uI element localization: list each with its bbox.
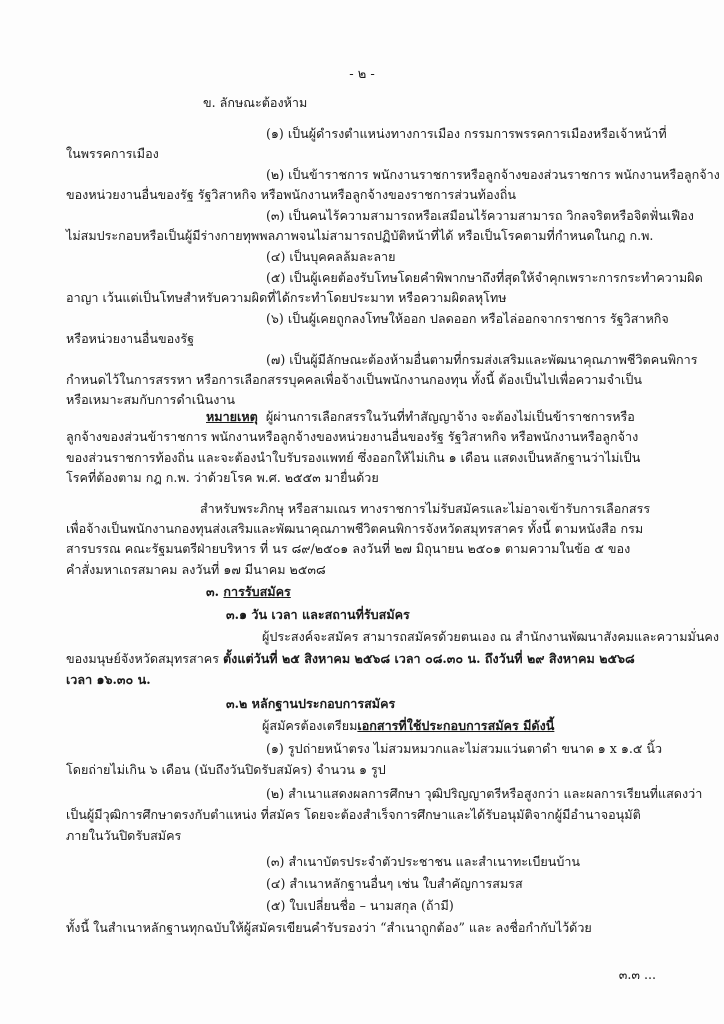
- note-cont: ลูกจ้างของส่วนข้าราชการ พนักงานหรือลูกจ้างของหน่วยงานอื่นของรัฐ รัฐวิสาหกิจ หรือพนักงานหรือลูกจ้าง: [66, 429, 639, 444]
- prohibition-2: (๒) เป็นข้าราชการ พนักงานราชการหรือลูกจ้างของส่วนราชการ พนักงานหรือลูกจ้าง: [266, 167, 720, 182]
- prohibition-5: (๕) เป็นผู้เคยต้องรับโทษโดยคำพิพากษาถึงที่สุดให้จำคุกเพราะการกระทำความผิด: [266, 270, 703, 285]
- prohibition-6: (๖) เป็นผู้เคยถูกลงโทษให้ออก ปลดออก หรือไล่ออกจากราชการ รัฐวิสาหกิจ: [266, 311, 669, 326]
- note-cont: โรคที่ต้องตาม กฎ ก.พ. ว่าด้วยโรค พ.ศ. ๒๕๕๓ มายื่นด้วย: [66, 470, 379, 485]
- prohibition-6-cont: หรือหน่วยงานอื่นของรัฐ: [66, 331, 195, 346]
- section-b-title: ข. ลักษณะต้องห้าม: [203, 95, 308, 110]
- document-item-1: (๑) รูปถ่ายหน้าตรง ไม่สวมหมวกและไม่สวมแว่นตาดำ ขนาด ๑ x ๑.๕ นิ้ว: [266, 741, 663, 756]
- document-item-2-cont: ภายในวันปิดรับสมัคร: [66, 828, 182, 843]
- section-3-heading: [206, 583, 291, 600]
- section-3-1-line: [66, 650, 635, 667]
- section-3-1-line: ผู้ประสงค์จะสมัคร สามารถสมัครด้วยตนเอง ณ สำนักงานพัฒนาสังคมและความมั่นคง: [262, 629, 720, 644]
- section-3-2-title: ๓.๒ หลักฐานประกอบการสมัคร: [226, 696, 396, 711]
- monk-para-cont: เพื่อจ้างเป็นพนักงานกองทุนส่งเสริมและพัฒนาคุณภาพชีวิตคนพิการจังหวัดสมุทรสาคร ทั้งนี้ ตามหนังสือ กรม: [66, 521, 644, 536]
- prohibition-7-cont: กำหนดไว้ในการสรรหา หรือการเลือกสรรบุคคลเพื่อจ้างเป็นพนักงานกองทุน ทั้งนี้ ต้องเป็นไปเพื่อความจำเป็น: [66, 372, 642, 387]
- section-3-2-intro: [262, 717, 554, 734]
- section-3-2-intro-text: ผู้สมัครต้องเตรียม: [262, 718, 358, 733]
- document-item-1-cont: โดยถ่ายไม่เกิน ๖ เดือน (นับถึงวันปิดรับสมัคร) จำนวน ๑ รูป: [66, 762, 386, 777]
- office-name: ของมนุษย์จังหวัดสมุทรสาคร: [66, 651, 223, 666]
- application-period: ตั้งแต่วันที่ ๒๕ สิงหาคม ๒๕๖๘ เวลา ๐๘.๓๐ น. ถึงวันที่ ๒๙ สิงหาคม ๒๕๖๘: [223, 651, 635, 666]
- application-end-time: เวลา ๑๖.๓๐ น.: [66, 672, 151, 687]
- prohibition-5-cont: อาญา เว้นแต่เป็นโทษสำหรับความผิดที่ได้กระทำโดยประมาท หรือความผิดลหุโทษ: [66, 290, 507, 305]
- document-item-2-cont: เป็นผู้มีวุฒิการศึกษาตรงกับตำแหน่ง ที่สมัคร โดยจะต้องสำเร็จการศึกษาและได้รับอนุมัติจากผู้มีอำนาจอนุมัติ: [66, 807, 641, 822]
- prohibition-1-cont: ในพรรคการเมือง: [66, 146, 159, 161]
- note-label: หมายเหตุ: [206, 409, 258, 424]
- monk-para: สำหรับพระภิกษุ หรือสามเณร ทางราชการไม่รับสมัครและไม่อาจเข้ารับการเลือกสรร: [200, 501, 651, 516]
- prohibition-1: (๑) เป็นผู้ดำรงตำแหน่งทางการเมือง กรรมการพรรคการเมืองหรือเจ้าหน้าที่: [266, 126, 667, 141]
- monk-para-cont: สารบรรณ คณะรัฐมนตรีฝ่ายบริหาร ที่ นร ๘๙/๒๕๐๑ ลงวันที่ ๒๗ มิถุนายน ๒๕๐๑ ตามความในข้อ ๕ ของ: [66, 541, 631, 556]
- prohibition-2-cont: ของหน่วยงานอื่นของรัฐ รัฐวิสาหกิจ หรือพนักงานหรือลูกจ้างของราชการส่วนท้องถิ่น: [66, 187, 516, 202]
- document-item-2: (๒) สำเนาแสดงผลการศึกษา วุฒิปริญญาตรีหรือสูงกว่า และผลการเรียนที่แสดงว่า: [266, 786, 703, 801]
- section-3-title: การรับสมัคร: [223, 584, 291, 599]
- section-3-1-title: ๓.๑ วัน เวลา และสถานที่รับสมัคร: [226, 607, 410, 622]
- prohibition-7-cont: หรือเหมาะสมกับการดำเนินงาน: [66, 392, 236, 407]
- page-number: - ๒ -: [349, 67, 375, 82]
- document-item-5: (๕) ใบเปลี่ยนชื่อ – นามสกุล (ถ้ามี): [266, 898, 454, 913]
- prohibition-3: (๓) เป็นคนไร้ความสามารถหรือเสมือนไร้ความสามารถ วิกลจริตหรือจิตฟั่นเฟือง: [266, 208, 694, 223]
- note-text: ผู้ผ่านการเลือกสรรในวันที่ทำสัญญาจ้าง จะต้องไม่เป็นข้าราชการหรือ: [265, 409, 635, 424]
- section-3-number: ๓.: [206, 584, 219, 599]
- monk-para-cont: คำสั่งมหาเถรสมาคม ลงวันที่ ๑๗ มีนาคม ๒๕๓๘: [66, 562, 326, 577]
- note-cont: ของส่วนราชการท้องถิ่น และจะต้องนำใบรับรองแพทย์ ซึ่งออกให้ไม่เกิน ๑ เดือน แสดงเป็นหลักฐานว่าไม่เป็น: [66, 450, 641, 465]
- prohibition-7: (๗) เป็นผู้มีลักษณะต้องห้ามอื่นตามที่กรมส่งเสริมและพัฒนาคุณภาพชีวิตคนพิการ: [266, 352, 698, 367]
- continuation-marker: ๓.๓ ...: [618, 967, 656, 982]
- document-item-3: (๓) สำเนาบัตรประจำตัวประชาชน และสำเนาทะเบียนบ้าน: [266, 854, 581, 869]
- prohibition-4: (๔) เป็นบุคคลล้มละลาย: [266, 249, 396, 264]
- section-3-2-closing: ทั้งนี้ ในสำเนาหลักฐานทุกฉบับให้ผู้สมัครเขียนคำรับรองว่า “สำเนาถูกต้อง” และ ลงชื่อกำกับไว้ด้วย: [66, 920, 592, 935]
- prohibition-3-cont: ไม่สมประกอบหรือเป็นผู้มีร่างกายทุพพลภาพจนไม่สามารถปฏิบัติหน้าที่ได้ หรือเป็นโรคตามที่กำหนดในกฎ ก.พ.: [66, 228, 654, 243]
- note-line: [206, 408, 635, 425]
- section-3-2-intro-bold: เอกสารที่ใช้ประกอบการสมัคร มีดังนี้: [357, 718, 555, 733]
- document-item-4: (๔) สำเนาหลักฐานอื่นๆ เช่น ใบสำคัญการสมรส: [266, 876, 523, 891]
